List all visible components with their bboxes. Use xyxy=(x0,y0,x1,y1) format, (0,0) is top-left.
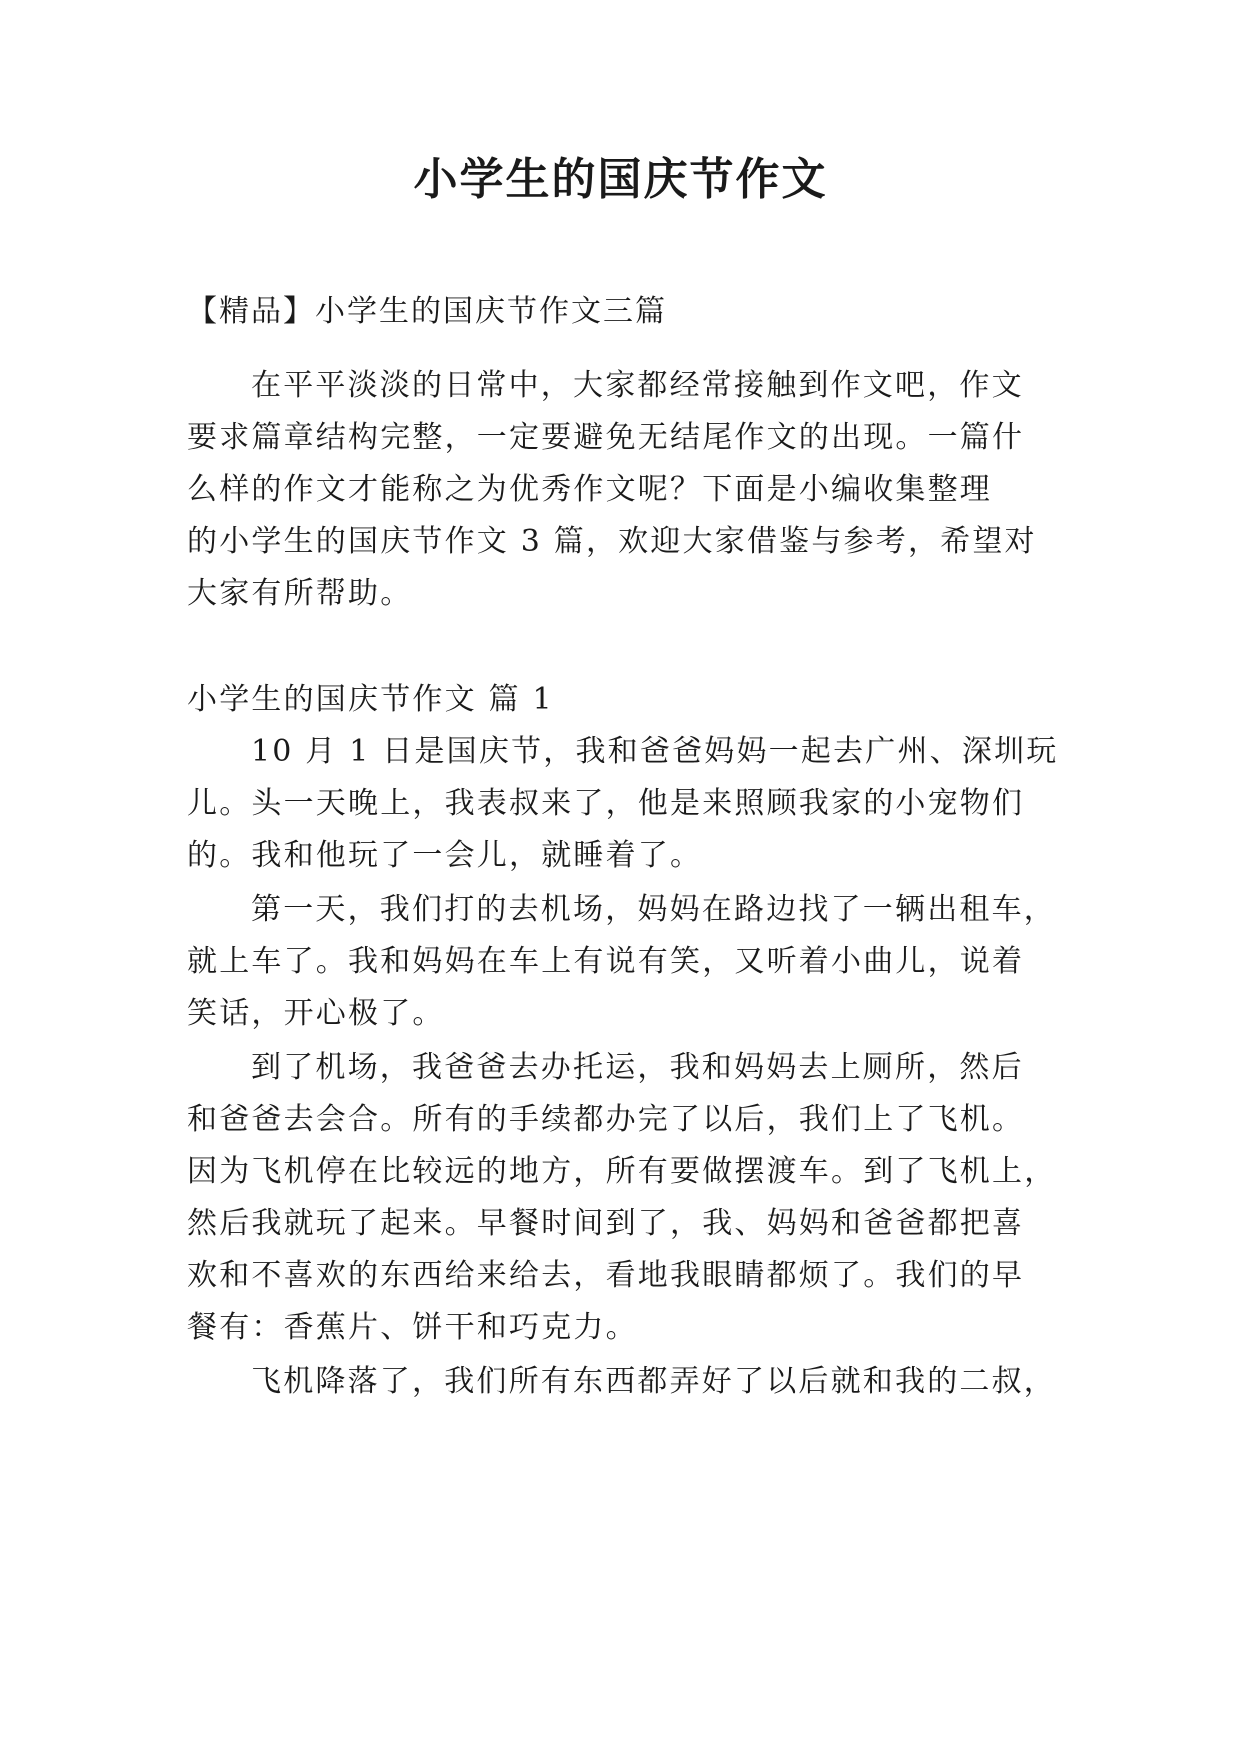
intro-line: 的小学生的国庆节作文 3 篇，欢迎大家借鉴与参考，希望对 xyxy=(187,524,1037,559)
essay-line: 儿。头一天晚上，我表叔来了，他是来照顾我家的小宠物们 xyxy=(187,786,1025,821)
intro-line: 要求篇章结构完整，一定要避免无结尾作文的出现。一篇什 xyxy=(187,420,1025,455)
essay-line: 餐有：香蕉片、饼干和巧克力。 xyxy=(187,1310,638,1345)
essay-line: 到了机场，我爸爸去办托运，我和妈妈去上厕所，然后 xyxy=(251,1050,1024,1085)
essay-line: 和爸爸去会合。所有的手续都办完了以后，我们上了飞机。 xyxy=(187,1102,1025,1137)
essay-line: 然后我就玩了起来。早餐时间到了，我、妈妈和爸爸都把喜 xyxy=(187,1206,1025,1241)
intro-line: 么样的作文才能称之为优秀作文呢？下面是小编收集整理 xyxy=(187,472,992,507)
essay-line: 10 月 1 日是国庆节，我和爸爸妈妈一起去广州、深圳玩 xyxy=(251,734,1059,769)
section-heading: 小学生的国庆节作文 篇 1 xyxy=(187,682,554,717)
intro-line: 大家有所帮助。 xyxy=(187,576,413,611)
intro-line: 在平平淡淡的日常中，大家都经常接触到作文吧，作文 xyxy=(251,368,1024,403)
essay-line: 因为飞机停在比较远的地方，所有要做摆渡车。到了飞机上， xyxy=(187,1154,1057,1189)
essay-line: 的。我和他玩了一会儿，就睡着了。 xyxy=(187,838,703,873)
document-title: 小学生的国庆节作文 xyxy=(413,154,828,205)
essay-line: 笑话，开心极了。 xyxy=(187,996,445,1031)
essay-line: 飞机降落了，我们所有东西都弄好了以后就和我的二叔， xyxy=(251,1364,1056,1399)
document-subtitle: 【精品】小学生的国庆节作文三篇 xyxy=(187,294,667,329)
essay-line: 第一天，我们打的去机场，妈妈在路边找了一辆出租车， xyxy=(251,892,1056,927)
essay-line: 欢和不喜欢的东西给来给去，看地我眼睛都烦了。我们的早 xyxy=(187,1258,1025,1293)
essay-line: 就上车了。我和妈妈在车上有说有笑，又听着小曲儿，说着 xyxy=(187,944,1025,979)
